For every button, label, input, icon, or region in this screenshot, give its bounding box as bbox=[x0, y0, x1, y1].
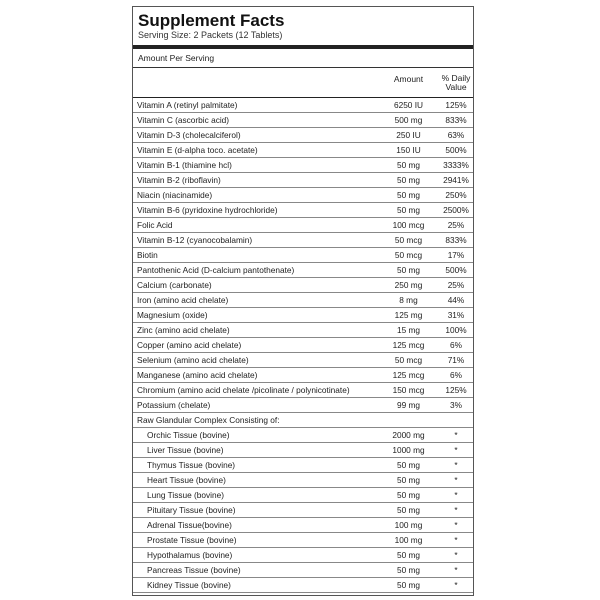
table-row bbox=[133, 143, 473, 158]
table-row bbox=[133, 398, 473, 413]
table-row bbox=[133, 503, 473, 518]
nutrient-name: Biotin bbox=[137, 250, 158, 260]
nutrient-amount: 50 mcg bbox=[394, 355, 423, 365]
table-row bbox=[133, 578, 473, 593]
table-row bbox=[133, 98, 473, 113]
nutrient-name: Potassium (chelate) bbox=[137, 400, 211, 410]
nutrient-daily-value: 25% bbox=[447, 220, 465, 230]
column-header bbox=[133, 68, 473, 98]
nutrient-daily-value: 250% bbox=[445, 190, 467, 200]
nutrient-daily-value: 125% bbox=[445, 385, 467, 395]
nutrient-name: Manganese (amino acid chelate) bbox=[137, 370, 258, 380]
table-row bbox=[133, 293, 473, 308]
table-row bbox=[133, 338, 473, 353]
table-row bbox=[133, 458, 473, 473]
table-row bbox=[133, 323, 473, 338]
column-header-dv-line1: % Daily bbox=[441, 73, 471, 83]
table-row bbox=[133, 278, 473, 293]
nutrient-amount: 250 IU bbox=[396, 130, 421, 140]
table-row bbox=[133, 533, 473, 548]
nutrient-daily-value: * bbox=[454, 475, 458, 485]
nutrient-name: Pituitary Tissue (bovine) bbox=[147, 505, 236, 515]
nutrient-daily-value bbox=[439, 413, 473, 427]
nutrient-name: Hypothalamus (bovine) bbox=[147, 550, 233, 560]
nutrient-name: Thymus Tissue (bovine) bbox=[147, 460, 236, 470]
nutrient-amount bbox=[378, 413, 439, 427]
nutrient-amount: 8 mg bbox=[399, 295, 418, 305]
nutrient-amount: 50 mg bbox=[396, 505, 421, 515]
nutrient-daily-value: 833% bbox=[445, 235, 467, 245]
table-row bbox=[133, 428, 473, 443]
nutrient-amount: 100 mcg bbox=[392, 220, 425, 230]
nutrient-name: Liver Tissue (bovine) bbox=[147, 445, 224, 455]
nutrient-daily-value: 3% bbox=[450, 400, 462, 410]
nutrient-name: Vitamin B-2 (riboflavin) bbox=[137, 175, 221, 185]
serving-size: Serving Size: 2 Packets (12 Tablets) bbox=[138, 30, 283, 40]
supplement-facts-panel bbox=[132, 6, 474, 596]
table-row bbox=[133, 443, 473, 458]
nutrient-name: Zinc (amino acid chelate) bbox=[137, 325, 230, 335]
nutrient-amount: 50 mg bbox=[396, 205, 421, 215]
nutrient-daily-value: * bbox=[454, 490, 458, 500]
column-header-amount: Amount bbox=[393, 74, 424, 84]
nutrient-daily-value: 500% bbox=[445, 145, 467, 155]
nutrient-daily-value: 17% bbox=[447, 250, 465, 260]
table-row bbox=[133, 488, 473, 503]
nutrient-name: Lung Tissue (bovine) bbox=[147, 490, 225, 500]
nutrient-amount: 150 IU bbox=[396, 145, 421, 155]
nutrient-name: Vitamin B-1 (thiamine hcl) bbox=[137, 160, 232, 170]
table-row bbox=[133, 113, 473, 128]
table-row bbox=[133, 263, 473, 278]
nutrient-daily-value: 6% bbox=[450, 370, 462, 380]
panel-title: Supplement Facts bbox=[138, 11, 285, 30]
nutrient-amount: 50 mcg bbox=[394, 235, 423, 245]
nutrient-name: Copper (amino acid chelate) bbox=[137, 340, 242, 350]
nutrient-amount: 15 mg bbox=[396, 325, 421, 335]
column-header-name bbox=[133, 68, 378, 97]
nutrient-daily-value: 100% bbox=[445, 325, 467, 335]
nutrient-name: Adrenal Tissue(bovine) bbox=[147, 520, 232, 530]
nutrient-daily-value: * bbox=[454, 520, 458, 530]
nutrient-daily-value: 63% bbox=[447, 130, 465, 140]
nutrient-name: Vitamin A (retinyl palmitate) bbox=[137, 100, 238, 110]
nutrient-name: Calcium (carbonate) bbox=[137, 280, 212, 290]
nutrient-name: Selenium (amino acid chelate) bbox=[137, 355, 249, 365]
nutrient-name: Magnesium (oxide) bbox=[137, 310, 208, 320]
nutrient-name: Heart Tissue (bovine) bbox=[147, 475, 226, 485]
table-row bbox=[133, 233, 473, 248]
table-row bbox=[133, 203, 473, 218]
table-row bbox=[133, 218, 473, 233]
amount-per-serving: Amount Per Serving bbox=[133, 49, 473, 68]
column-header-dv bbox=[439, 68, 473, 97]
table-row bbox=[133, 518, 473, 533]
nutrient-name: Vitamin D-3 (cholecalciferol) bbox=[137, 130, 241, 140]
nutrient-daily-value: 500% bbox=[445, 265, 467, 275]
nutrient-amount: 50 mg bbox=[396, 190, 421, 200]
nutrient-amount: 125 mcg bbox=[392, 340, 425, 350]
nutrient-name: Vitamin B-6 (pyridoxine hydrochloride) bbox=[137, 205, 278, 215]
nutrient-amount: 250 mg bbox=[394, 280, 423, 290]
nutrient-name: Niacin (niacinamide) bbox=[137, 190, 213, 200]
table-row bbox=[133, 383, 473, 398]
table-row bbox=[133, 188, 473, 203]
nutrient-amount: 50 mg bbox=[396, 460, 421, 470]
nutrient-daily-value: 71% bbox=[447, 355, 465, 365]
nutrient-amount: 100 mg bbox=[394, 520, 423, 530]
nutrient-daily-value: * bbox=[454, 445, 458, 455]
table-row bbox=[133, 173, 473, 188]
table-row bbox=[133, 548, 473, 563]
nutrient-daily-value: * bbox=[454, 505, 458, 515]
nutrient-name: Orchic Tissue (bovine) bbox=[147, 430, 230, 440]
table-row bbox=[133, 413, 473, 428]
nutrient-daily-value: 125% bbox=[445, 100, 467, 110]
nutrient-name: Raw Glandular Complex Consisting of: bbox=[137, 415, 280, 425]
nutrient-amount: 500 mg bbox=[394, 115, 423, 125]
nutrient-daily-value: * bbox=[454, 430, 458, 440]
nutrient-table bbox=[133, 98, 473, 593]
nutrient-amount: 125 mcg bbox=[392, 370, 425, 380]
nutrient-amount: 50 mg bbox=[396, 565, 421, 575]
table-row bbox=[133, 368, 473, 383]
nutrient-amount: 50 mg bbox=[396, 550, 421, 560]
nutrient-name: Iron (amino acid chelate) bbox=[137, 295, 229, 305]
nutrient-amount: 50 mg bbox=[396, 490, 421, 500]
table-row bbox=[133, 158, 473, 173]
nutrient-daily-value: * bbox=[454, 535, 458, 545]
nutrient-daily-value: 44% bbox=[447, 295, 465, 305]
nutrient-daily-value: 3333% bbox=[443, 160, 469, 170]
nutrient-daily-value: * bbox=[454, 580, 458, 590]
nutrient-amount: 125 mg bbox=[394, 310, 423, 320]
nutrient-amount: 150 mcg bbox=[392, 385, 425, 395]
table-row bbox=[133, 308, 473, 323]
table-row bbox=[133, 248, 473, 263]
nutrient-name: Chromium (amino acid chelate /picolinate / polynicotinate) bbox=[137, 385, 350, 395]
nutrient-amount: 2000 mg bbox=[392, 430, 425, 440]
table-row bbox=[133, 353, 473, 368]
nutrient-daily-value: 2941% bbox=[443, 175, 469, 185]
nutrient-amount: 99 mg bbox=[396, 400, 421, 410]
nutrient-daily-value: 6% bbox=[450, 340, 462, 350]
nutrient-name: Folic Acid bbox=[137, 220, 173, 230]
nutrient-daily-value: 2500% bbox=[443, 205, 469, 215]
nutrient-amount: 50 mg bbox=[396, 580, 421, 590]
nutrient-amount: 50 mcg bbox=[394, 250, 423, 260]
nutrient-daily-value: 833% bbox=[445, 115, 467, 125]
nutrient-daily-value: * bbox=[454, 550, 458, 560]
nutrient-amount: 1000 mg bbox=[392, 445, 425, 455]
nutrient-name: Vitamin E (d-alpha toco. acetate) bbox=[137, 145, 258, 155]
nutrient-name: Vitamin B-12 (cyanocobalamin) bbox=[137, 235, 253, 245]
nutrient-daily-value: * bbox=[454, 565, 458, 575]
table-row bbox=[133, 473, 473, 488]
nutrient-amount: 50 mg bbox=[396, 160, 421, 170]
nutrient-amount: 6250 IU bbox=[393, 100, 424, 110]
column-header-dv-line2: Value bbox=[445, 82, 467, 92]
table-row bbox=[133, 128, 473, 143]
nutrient-name: Vitamin C (ascorbic acid) bbox=[137, 115, 230, 125]
nutrient-amount: 50 mg bbox=[396, 175, 421, 185]
nutrient-name: Prostate Tissue (bovine) bbox=[147, 535, 237, 545]
nutrient-amount: 50 mg bbox=[396, 265, 421, 275]
nutrient-name: Pantothenic Acid (D-calcium pantothenate) bbox=[137, 265, 295, 275]
nutrient-name: Pancreas Tissue (bovine) bbox=[147, 565, 241, 575]
nutrient-amount: 50 mg bbox=[396, 475, 421, 485]
nutrient-daily-value: * bbox=[454, 460, 458, 470]
nutrient-daily-value: 31% bbox=[447, 310, 465, 320]
nutrient-name: Kidney Tissue (bovine) bbox=[147, 580, 231, 590]
nutrient-amount: 100 mg bbox=[394, 535, 423, 545]
nutrient-daily-value: 25% bbox=[447, 280, 465, 290]
table-row bbox=[133, 563, 473, 578]
